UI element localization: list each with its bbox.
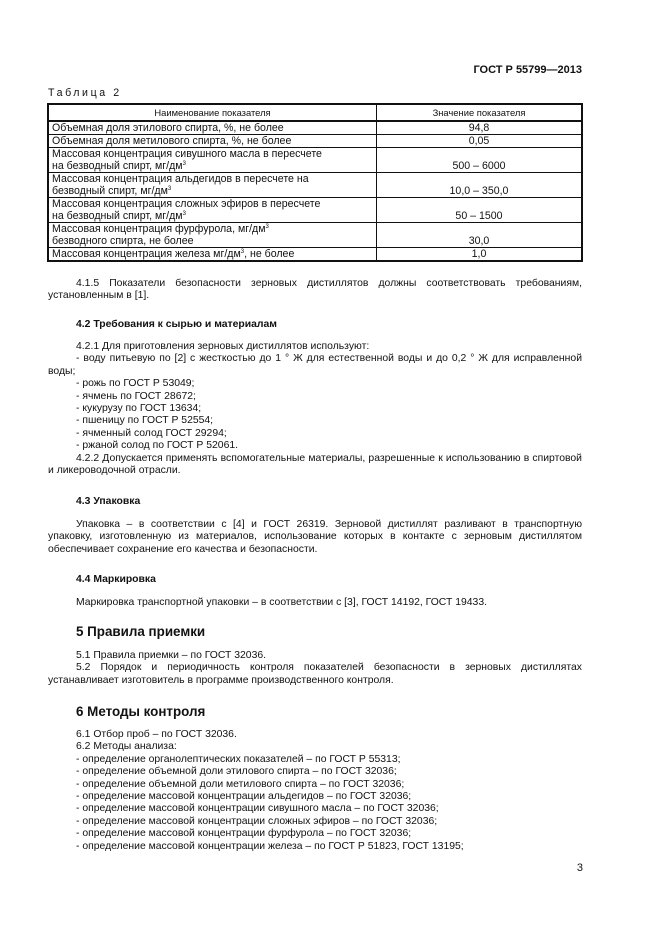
table-row (48, 248, 582, 262)
section-heading-6: 6 Методы контроля (76, 704, 206, 719)
section-heading-4-4: 4.4 Маркировка (76, 574, 156, 585)
section-6-body (48, 729, 582, 853)
name-text: Массовая концентрация сложных эфиров в пересчете (52, 198, 321, 210)
paragraph-6-1: 6.1 Отбор проб – по ГОСТ 32036. (76, 729, 237, 740)
name-text: Массовая концентрация железа мг/дм (52, 248, 241, 260)
paragraph-4-2-1: 4.2.1 Для приготовления зерновых дистиллятов используют: (76, 341, 370, 352)
table-caption: Таблица 2 (48, 87, 122, 99)
section-heading-5: 5 Правила приемки (76, 624, 206, 639)
name-text: Объемная доля метилового спирта, %, не более (52, 135, 292, 147)
list-item: - определение объемной доли метилового спирта – по ГОСТ 32036; (76, 778, 405, 790)
name-text: безводный спирт, мг/дм (52, 185, 168, 197)
name-text: на безводный спирт, мг/дм (52, 160, 183, 172)
paragraph-4-3: Упаковка – в соответствии с [4] и ГОСТ 26319. Зерновой дистиллят разливают в транспортную упаковку, изготовленную из материалов, использование которых в контакте с зерновым дистиллятом обеспечивает сохранение его качества и безопасности. (48, 519, 582, 555)
list-item: - определение массовой концентрации альдегидов – по ГОСТ 32036; (76, 791, 412, 803)
indicator-name (48, 148, 377, 173)
list-item: - ячменный солод ГОСТ 29294; (76, 427, 227, 439)
table-row (48, 121, 582, 135)
indicator-name (48, 135, 377, 148)
indicator-name (48, 173, 377, 198)
paragraph-4-1-5: 4.1.5 Показатели безопасности зерновых дистиллятов должны соответствовать требованиям, установленным в [1]. (48, 278, 582, 302)
indicator-name (48, 223, 377, 248)
section-heading-4-2: 4.2 Требования к сырью и материалам (76, 319, 277, 330)
list-item: - определение массовой концентрации сложных эфиров – по ГОСТ 32036; (76, 815, 438, 827)
name-text: безводного спирта, не более (52, 235, 194, 247)
list-item: - кукурузу по ГОСТ 13634; (76, 403, 202, 415)
page-number: 3 (576, 862, 583, 874)
paragraph-6-2: 6.2 Методы анализа: (76, 741, 177, 753)
name-text: Объемная доля этилового спирта, %, не более (52, 122, 284, 134)
table-row (48, 135, 582, 148)
superscript: 3 (265, 224, 269, 230)
indicator-name (48, 248, 377, 262)
section-heading-4-3: 4.3 Упаковка (76, 496, 141, 507)
section-4-2-body (48, 341, 582, 477)
column-header-value: Значение показателя (377, 104, 583, 121)
column-header-name: Наименование показателя (48, 104, 377, 121)
name-text: Массовая концентрация сивушного масла в пересчете (52, 148, 322, 160)
superscript: 3 (182, 211, 186, 217)
superscript: 3 (167, 186, 172, 192)
paragraph-5-2: 5.2 Порядок и периодичность контроля показателей безопасности в зерновых дистиллятах устанавливает изготовитель в программе производственного контроля. (48, 662, 582, 686)
indicator-value: 500 – 6000 (377, 148, 583, 173)
indicator-value: 30,0 (377, 223, 583, 248)
table-row (48, 173, 582, 198)
indicator-value: 10,0 – 350,0 (377, 173, 583, 198)
document-code: ГОСТ Р 55799—2013 (473, 64, 582, 76)
superscript: 3 (240, 249, 245, 255)
superscript: 3 (182, 161, 186, 167)
indicator-value: 1,0 (377, 248, 583, 262)
list-item: - пшеницу по ГОСТ Р 52554; (76, 415, 214, 427)
paragraph-5-1: 5.1 Правила приемки – по ГОСТ 32036. (76, 650, 267, 661)
table-header-row (48, 104, 582, 121)
name-text: на безводный спирт, мг/дм (52, 210, 183, 222)
list-item: - определение массовой концентрации фурфурола – по ГОСТ 32036; (76, 828, 412, 840)
section-5-body (48, 650, 582, 687)
paragraph-4-2-2: 4.2.2 Допускается применять вспомогательные материалы, разрешенные к использованию в спиртовой и ликероводочной отрасли. (48, 452, 582, 477)
list-item: - воду питьевую по [2] с жесткостью до 1 ° Ж для естественной воды и до 0,2 ° Ж для исправленной воды; (48, 353, 582, 377)
table-row (48, 148, 582, 173)
indicator-value: 0,05 (377, 135, 583, 148)
list-item: - определение объемной доли этилового спирта – по ГОСТ 32036; (76, 766, 397, 778)
list-item: - ячмень по ГОСТ 28672; (76, 390, 196, 402)
table-row (48, 223, 582, 248)
name-text: , не более (244, 248, 295, 260)
indicator-name (48, 198, 377, 223)
name-text: Массовая концентрация альдегидов в пересчете на (52, 173, 309, 185)
indicator-value: 50 – 1500 (377, 198, 583, 223)
name-text: Массовая концентрация фурфурола, мг/дм (52, 223, 266, 235)
indicators-table (47, 103, 583, 262)
list-item: - определение массовой концентрации железа – по ГОСТ Р 51823, ГОСТ 13195; (76, 840, 464, 852)
indicator-name (48, 121, 377, 135)
list-item: - ржаной солод по ГОСТ Р 52061. (76, 440, 239, 452)
indicator-value: 94,8 (377, 121, 583, 135)
list-item: - рожь по ГОСТ Р 53049; (76, 378, 195, 390)
list-item: - определение органолептических показателей – по ГОСТ Р 55313; (76, 753, 401, 765)
table-row (48, 198, 582, 223)
paragraph-4-4: Маркировка транспортной упаковки – в соответствии с [3], ГОСТ 14192, ГОСТ 19433. (76, 597, 487, 608)
list-item: - определение массовой концентрации сивушного масла – по ГОСТ 32036; (76, 803, 439, 815)
